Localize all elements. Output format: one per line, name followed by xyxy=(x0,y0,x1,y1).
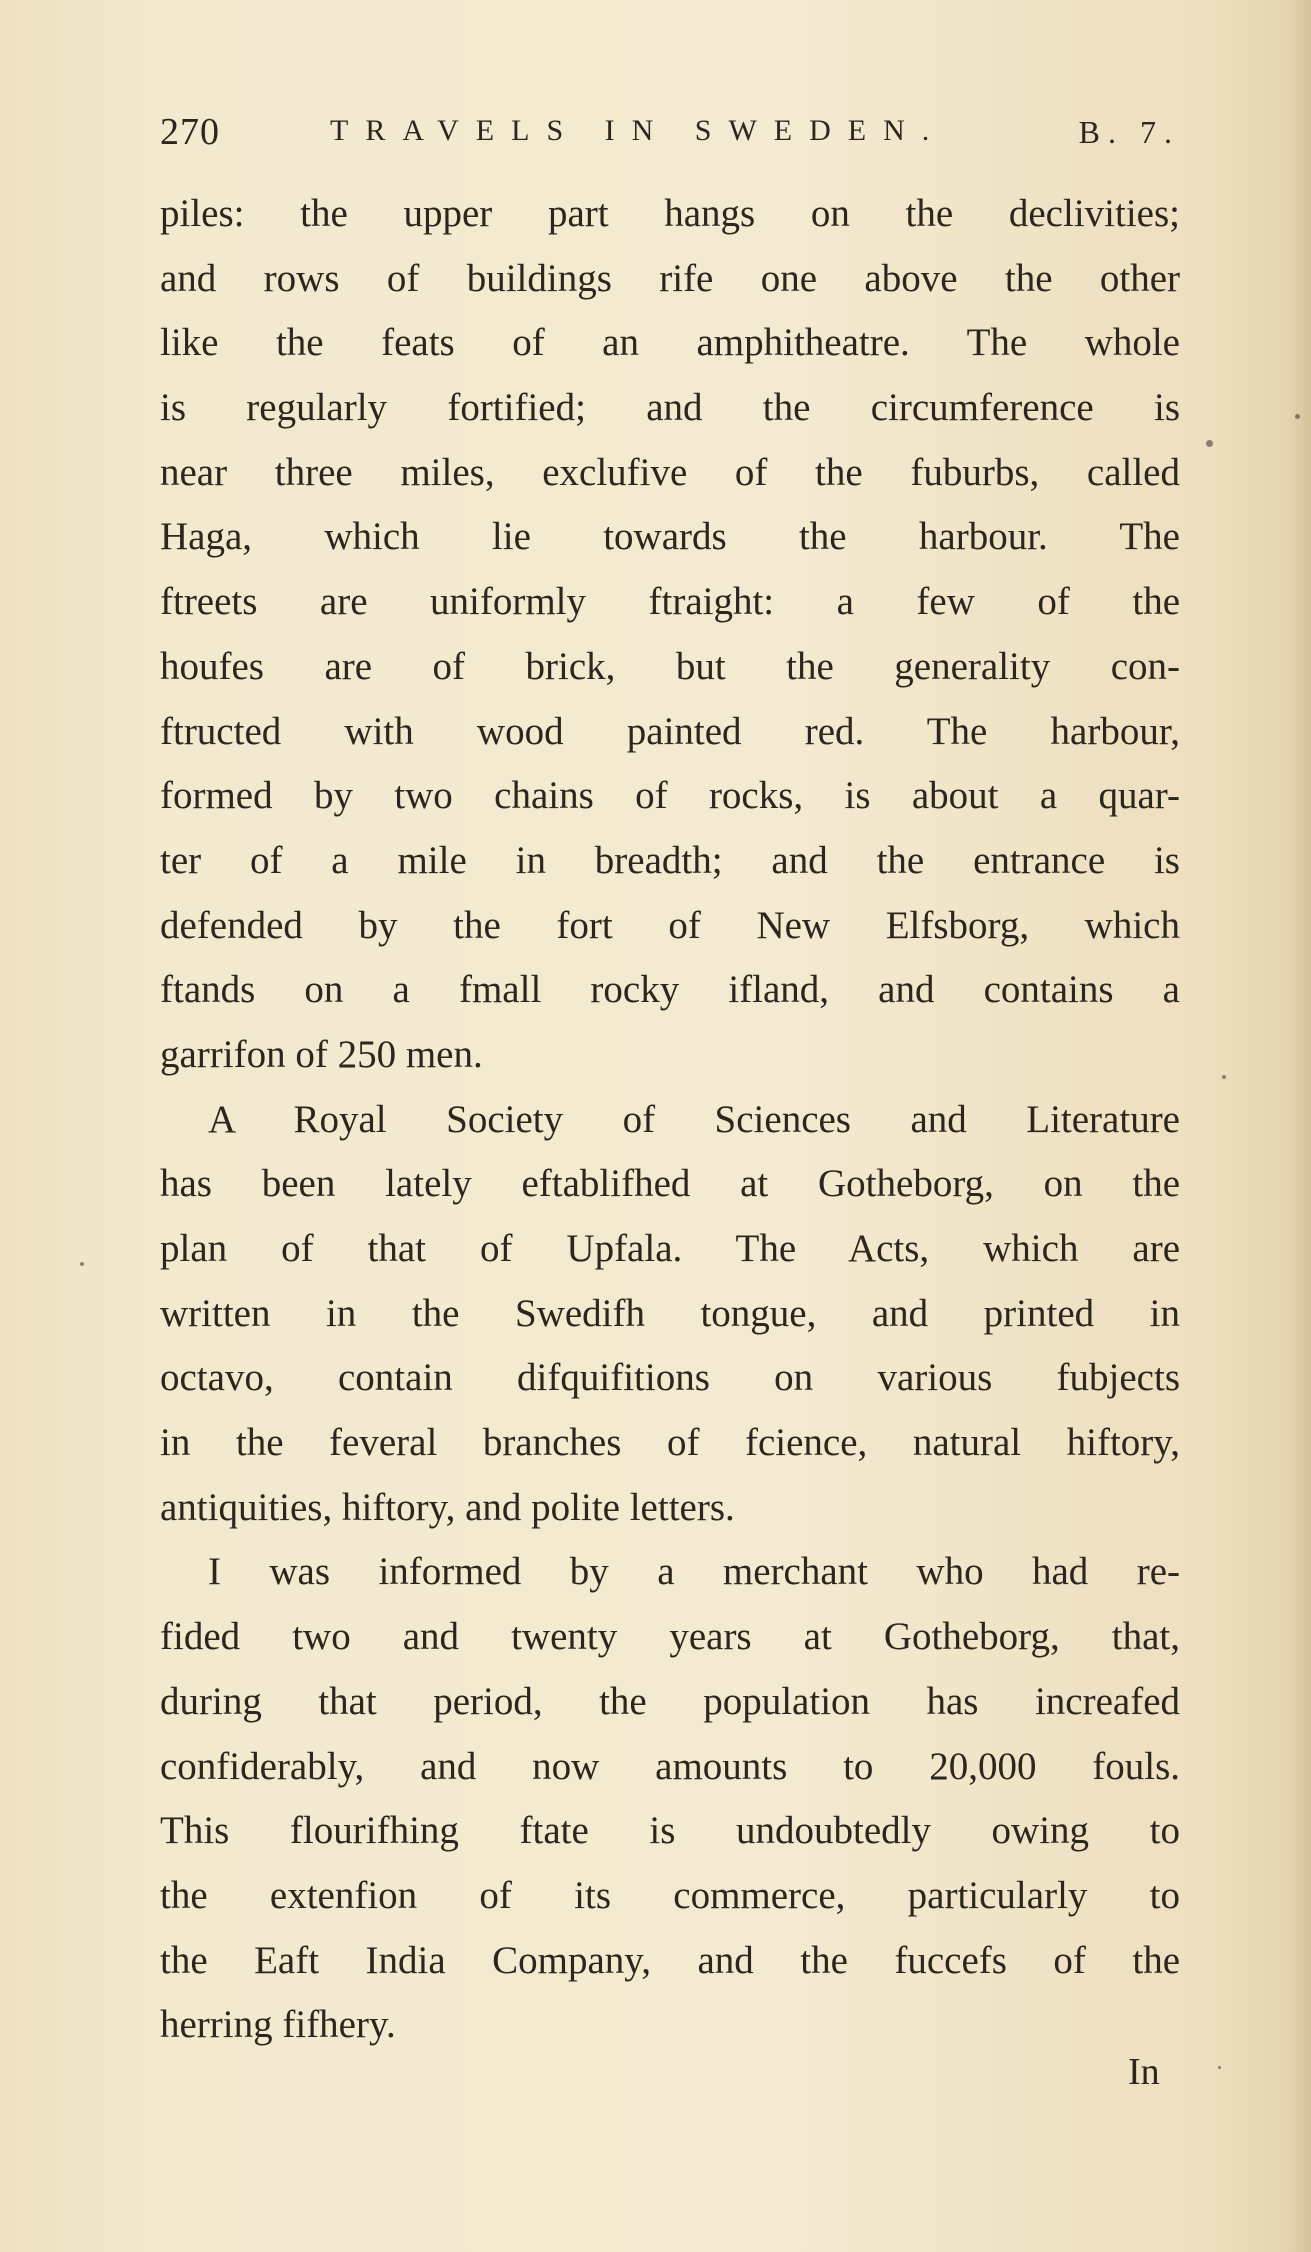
text-line: houfes are of brick, but the generality con- xyxy=(160,644,1180,688)
text-line: octavo, contain difquifitions on various fubjects xyxy=(160,1356,1180,1400)
text-line: near three miles, exclufive of the fuburbs, called xyxy=(160,450,1180,494)
body-text xyxy=(160,182,1180,2058)
text-line: in the feveral branches of fcience, natural hiftory, xyxy=(160,1421,1180,1465)
ink-speck xyxy=(1218,2066,1221,2069)
text-line: and rows of buildings rife one above the other xyxy=(160,256,1180,300)
paragraph-start-line: I was informed by a merchant who had re- xyxy=(208,1550,1180,1594)
running-head xyxy=(160,110,1180,160)
text-line: like the feats of an amphitheatre. The whole xyxy=(160,321,1180,365)
paragraph-start-line: A Royal Society of Sciences and Literature xyxy=(208,1097,1180,1141)
paragraph-end-line: antiquities, hiftory, and polite letters. xyxy=(160,1485,735,1529)
text-line: ftands on a fmall rocky ifland, and contains a xyxy=(160,968,1180,1012)
text-line: written in the Swedifh tongue, and printed in xyxy=(160,1291,1180,1335)
paragraph-end-line: garrifon of 250 men. xyxy=(160,1032,483,1076)
paragraph-end-line: herring fifhery. xyxy=(160,2003,396,2047)
ink-speck xyxy=(80,1262,84,1266)
ink-speck xyxy=(1222,1075,1226,1079)
text-line: the extenfion of its commerce, particularly to xyxy=(160,1873,1180,1917)
text-line: ter of a mile in breadth; and the entrance is xyxy=(160,838,1180,882)
text-line: during that period, the population has increafed xyxy=(160,1679,1180,1723)
text-line: ftructed with wood painted red. The harbour, xyxy=(160,709,1180,753)
text-line: confiderably, and now amounts to 20,000 fouls. xyxy=(160,1744,1180,1788)
ink-speck xyxy=(1295,414,1300,419)
text-line: fided two and twenty years at Gotheborg, that, xyxy=(160,1615,1180,1659)
book-reference: B. 7. xyxy=(1078,114,1180,150)
text-line: is regularly fortified; and the circumference is xyxy=(160,386,1180,430)
ink-speck xyxy=(1206,440,1213,447)
text-line: ftreets are uniformly ftraight: a few of the xyxy=(160,580,1180,624)
catchword: In xyxy=(1128,2051,1160,2093)
text-line: Haga, which lie towards the harbour. The xyxy=(160,515,1180,559)
text-line: plan of that of Upfala. The Acts, which are xyxy=(160,1227,1180,1270)
page-number: 270 xyxy=(160,111,220,153)
text-line: formed by two chains of rocks, is about a quar- xyxy=(160,774,1180,818)
text-line: This flourifhing ftate is undoubtedly owing to xyxy=(160,1809,1180,1853)
running-title: TRAVELS IN SWEDEN. xyxy=(330,114,947,147)
text-line: defended by the fort of New Elfsborg, which xyxy=(160,903,1180,947)
text-line: piles: the upper part hangs on the declivities; xyxy=(160,192,1180,235)
text-line: has been lately eftablifhed at Gotheborg, on the xyxy=(160,1162,1180,1206)
text-line: the Eaft India Company, and the fuccefs of the xyxy=(160,1938,1180,1982)
page-edge-shadow xyxy=(1285,0,1311,2252)
